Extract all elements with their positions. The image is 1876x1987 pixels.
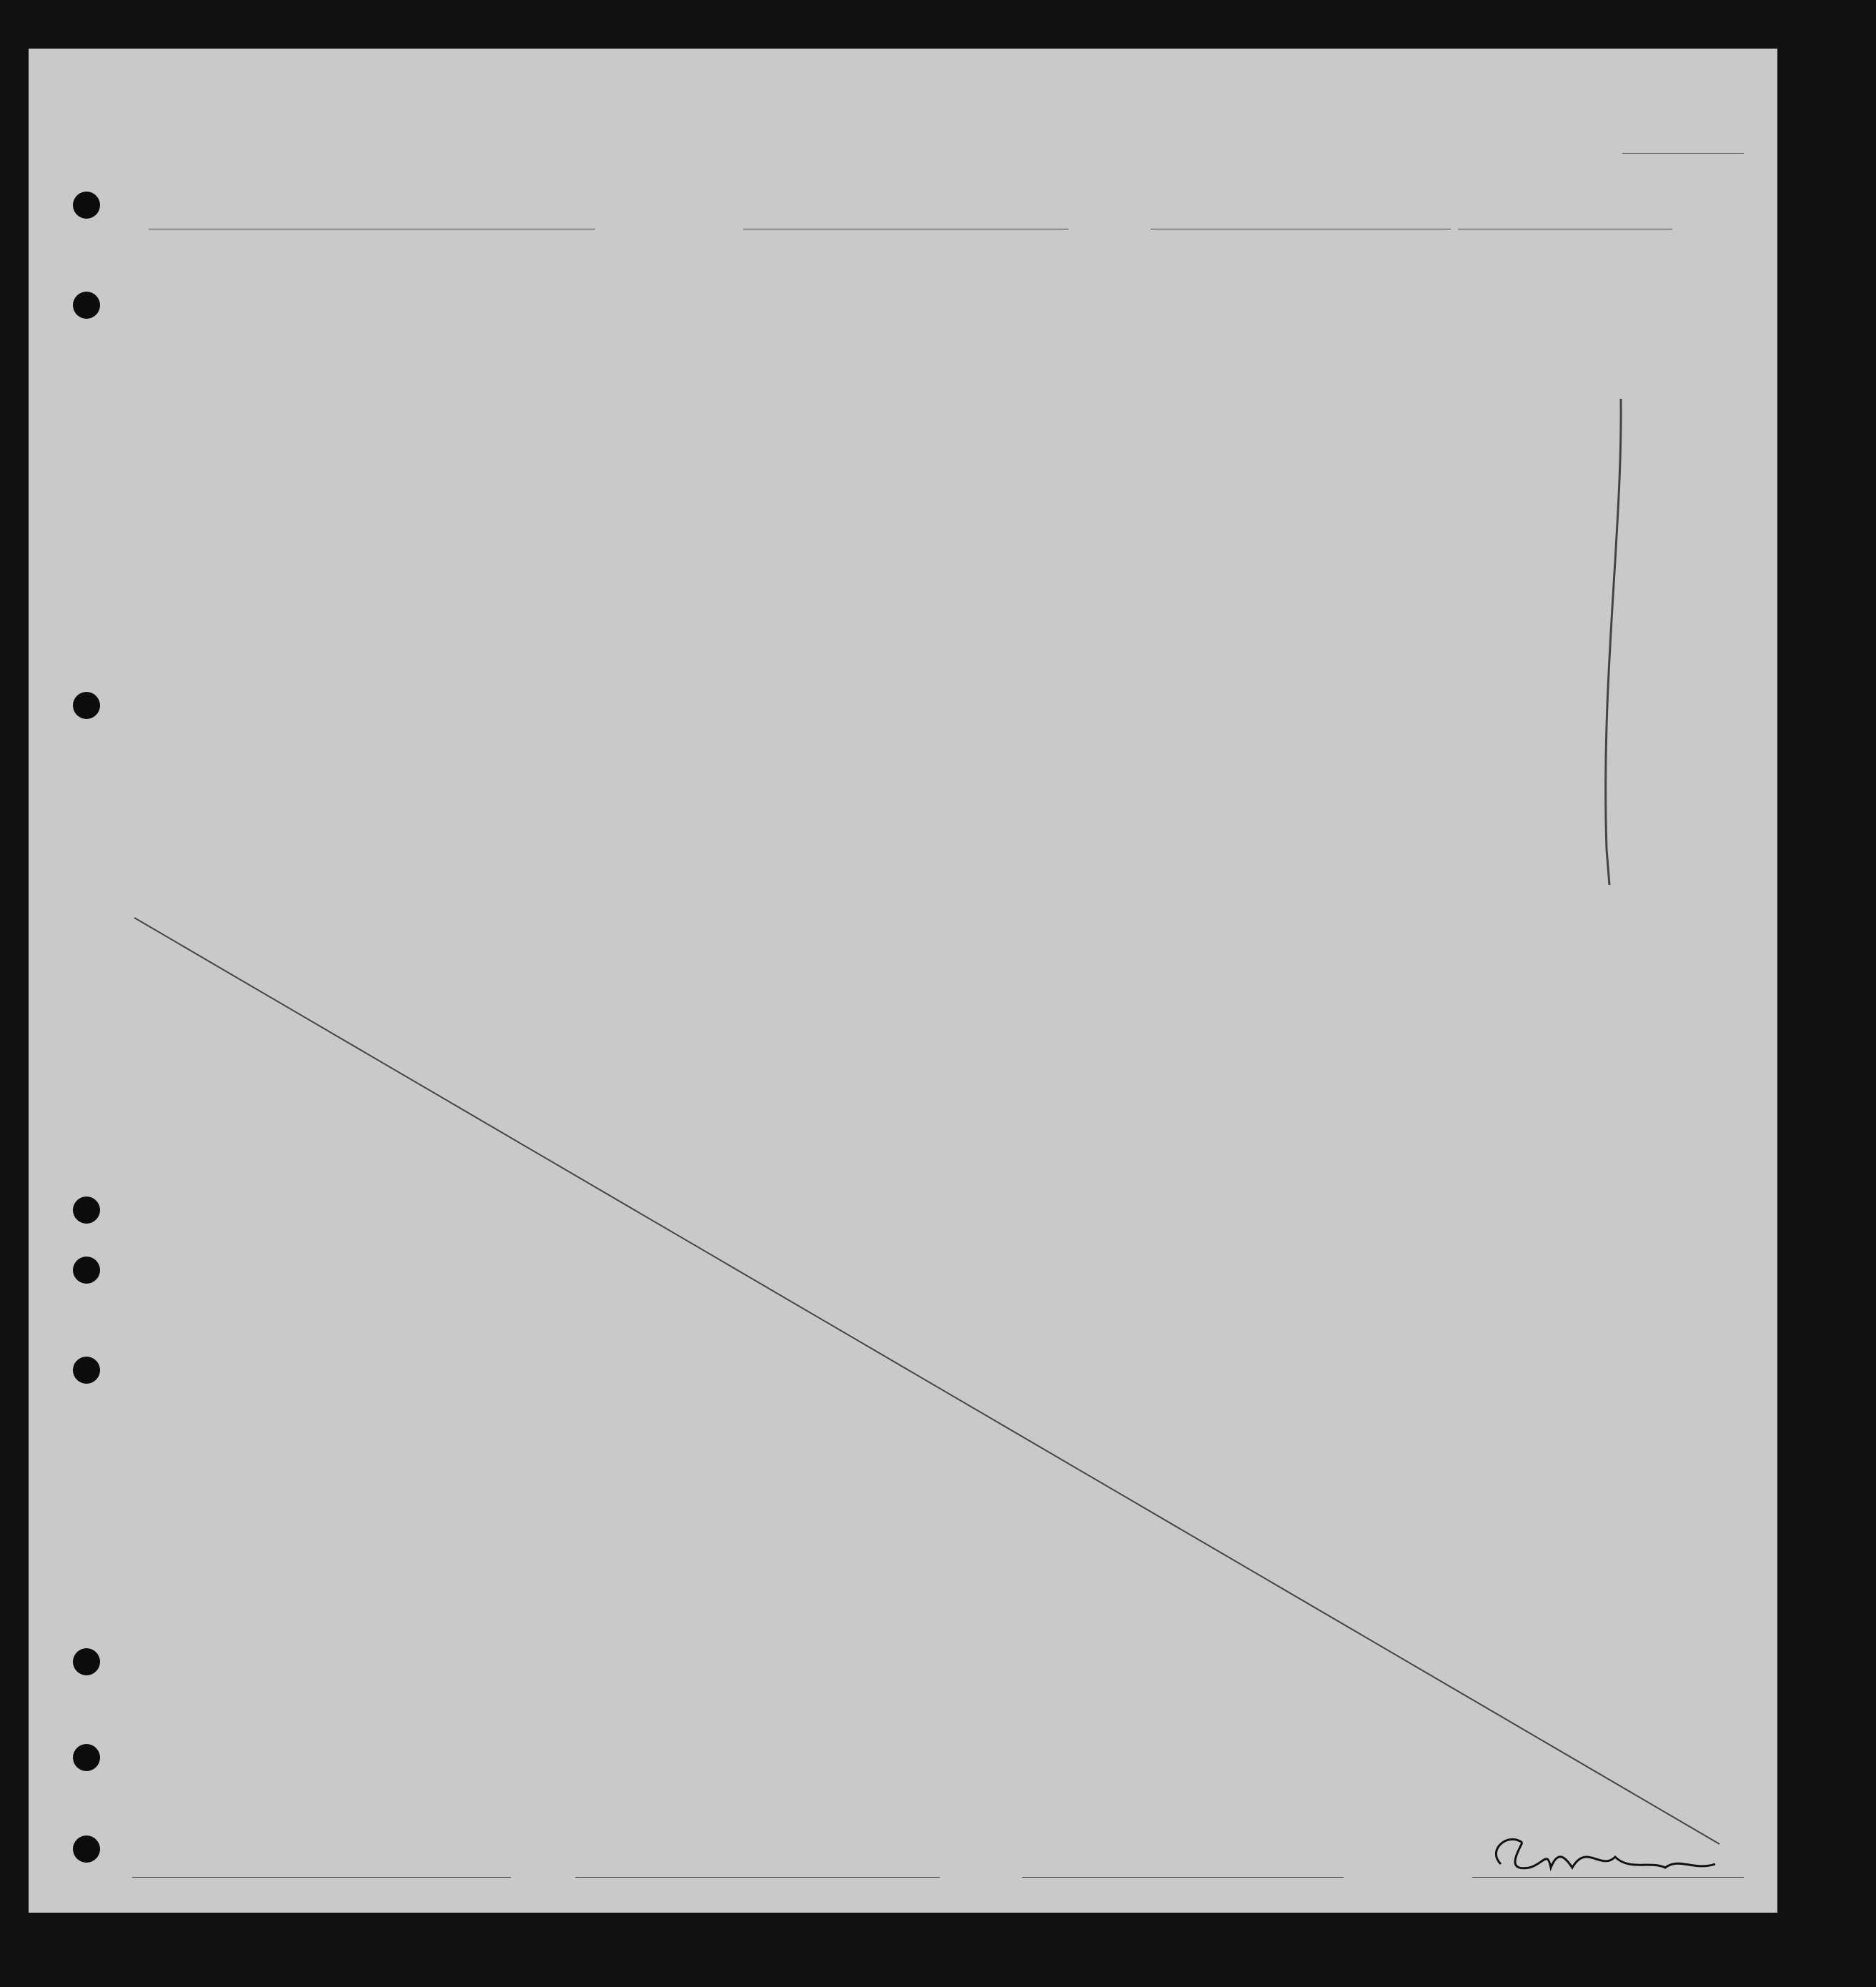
punch-hole [73, 1257, 100, 1284]
punch-hole [73, 692, 100, 719]
punch-hole [73, 1744, 100, 1771]
punch-hole [73, 1357, 100, 1384]
punch-hole [73, 1196, 100, 1224]
officer-signature [1479, 1828, 1737, 1886]
table-grid [29, 49, 1777, 1913]
officer-check-line [1594, 392, 1637, 892]
punch-hole [73, 1835, 100, 1863]
punch-hole [73, 192, 100, 219]
void-diagonal-line [134, 918, 1719, 1844]
punch-hole [73, 292, 100, 319]
punch-hole [73, 1648, 100, 1675]
manifest-sheet [29, 49, 1777, 1913]
